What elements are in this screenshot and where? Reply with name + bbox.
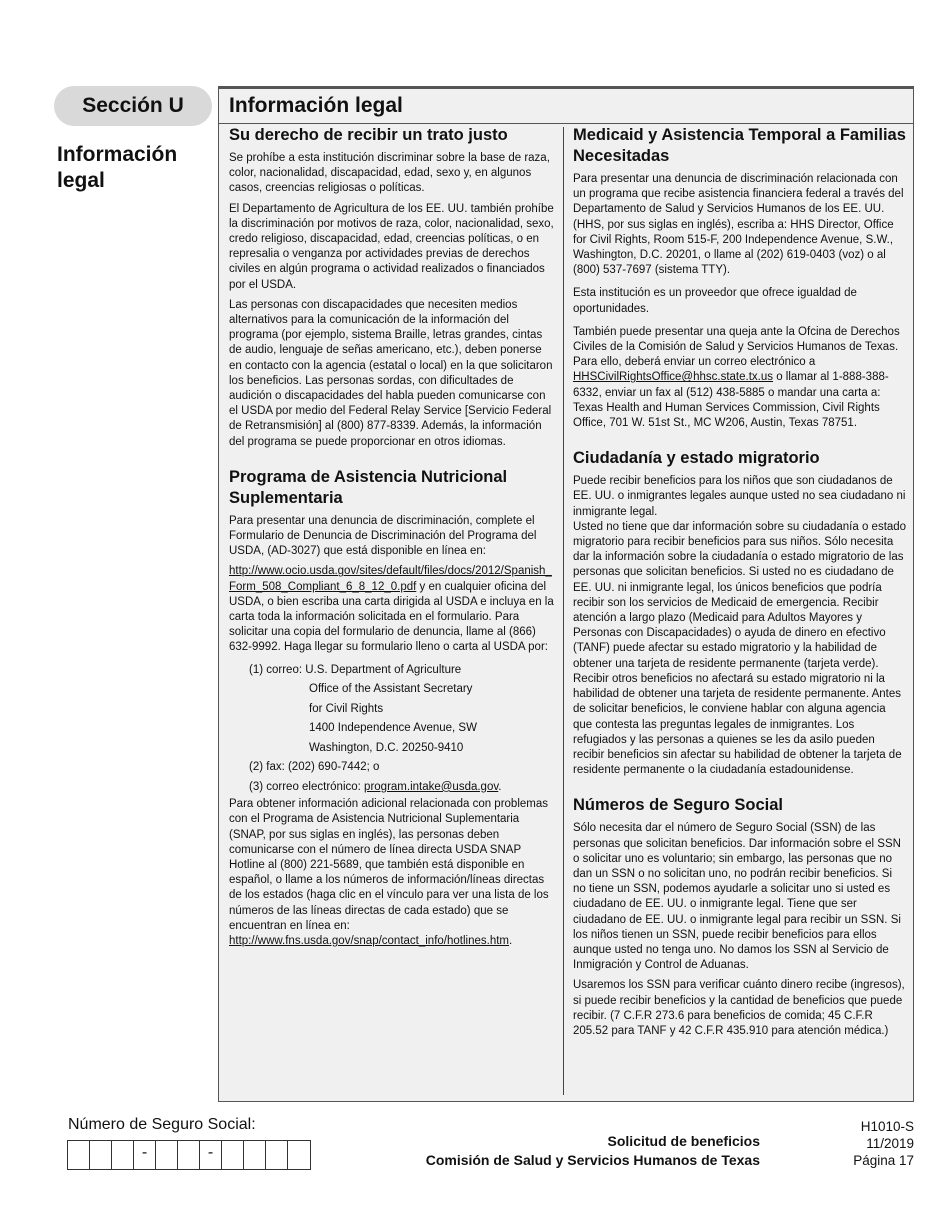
panel-title: Información legal [229,94,403,117]
paragraph-text: y en cualquier oficina del USDA, o bien escriba una carta dirigida al USDA e incluya en la carta toda la información solicitada en el formulario. Para solicitar una copia del formulario de denuncia, llame al (866) 632-9992. Haga llegar su formulario lleno o carta al USDA por: [229,580,554,654]
paragraph: Para presentar una denuncia de discriminación, complete el Formulario de Denuncia de Discriminación del Programa del USDA, (AD-3027) que está disponible en línea en: [229,514,537,558]
legal-info-panel [218,86,914,1102]
paragraph: Sólo necesita dar el número de Seguro Social (SSN) de las personas que solicitan beneficios. Dar información sobre el SSN o solicitar uno es voluntario; sin embargo, las personas que no dan un SSN o no solicitan uno, no podrán recibir beneficios. Si no tiene un SSN, podemos ayudarle a solicitar uno si usted es ciudadano de EE. UU. o inmigrante legal. Tiene que ser ciudadano de EE. UU. o inmigrante legal para recibir un SSN. Si los niños tienen un SSN, puede recibir beneficios para ellos aunque usted no tenga uno. No damos los SSN al Servicio de Inmigración y Control de Aduanas. [573,822,901,972]
paragraph: Usted no tiene que dar información sobre su ciudadanía o estado migratorio para recibir beneficios para sus niños. Sólo necesita dar la información sobre la ciudadanía o estado migratorio de las personas que solicitan beneficios. Si usted no es ciudadano de EE. UU. ni inmigrante legal, los únicos beneficios que podría recibir son los servicios de Medicaid de emergencia. Recibir atención a largo plazo (Medicaid para Adultos Mayores y Personas con Discapacidades) o ayuda de dinero en efectivo (TANF) puede afectar su estado migratorio y la habilidad de obtener una tarjeta de residente permanente (tarjeta verde). [573,520,907,670]
ssn-digit-box[interactable] [266,1141,288,1169]
usda-email-link[interactable]: program.intake@usda.gov [364,780,499,793]
column-divider [563,127,564,1095]
fair-treatment-heading: Su derecho de recibir un trato justo [229,126,508,144]
footer-title [426,1132,760,1170]
right-column [573,125,907,1044]
panel-header [219,89,913,124]
paragraph [229,564,554,655]
ssn-digit-box[interactable] [244,1141,266,1169]
address-line: for Civil Rights [309,702,384,715]
usda-form-link[interactable]: http://www.ocio.usda.gov/sites/default/files/docs/2012/Spanish_Form_508_Compliant_6_8_12_0.pdf [229,565,552,593]
ssn-separator: - [200,1141,222,1169]
footer-form-info [853,1118,914,1169]
paragraph: Puede recibir beneficios para los niños que son ciudadanos de EE. UU. o inmigrantes legales aunque usted no sea ciudadano ni inmigrante legal. [573,475,906,518]
footer-form-name: Solicitud de beneficios [607,1133,760,1149]
email-line: (3) correo electrónico: program.intake@usda.gov. [249,780,502,793]
section-title: Información legal [57,143,178,192]
ssn-digit-box[interactable] [112,1141,134,1169]
ssn-digit-box[interactable] [90,1141,112,1169]
ssn-separator: - [134,1141,156,1169]
ssn-digit-box[interactable] [178,1141,200,1169]
hotlines-link[interactable]: http://www.fns.usda.gov/snap/contact_info/hotlines.htm [229,935,509,948]
address-line: 1400 Independence Avenue, SW [309,722,477,735]
snap-heading: Programa de Asistencia Nutricional Suplementaria [229,467,508,507]
citizenship-heading: Ciudadanía y estado migratorio [573,449,820,468]
medicaid-heading: Medicaid y Asistencia Temporal a Familias Necesitadas [573,126,906,165]
paragraph: Usaremos los SSN para verificar cuánto dinero recibe (ingresos), si puede recibir beneficios y la cantidad de beneficios que puede recibir. (7 C.F.R 273.6 para beneficios de comida; 45 C.F.R 205.52 para TANF y 42 C.F.R 435.910 para atención médica.) [573,979,905,1037]
mailing-address [229,661,554,798]
paragraph: Para obtener información adicional relacionada con problemas con el Programa de Asistencia Nutricional Suplementaria (SNAP, por sus siglas en inglés), las personas deben comunicarse con el número de línea directa USDA SNAP Hotline al (800) 221-5689, que también está disponible en español, o llame a los números de información/líneas directas de los estados (haga clic en el vínculo para ver una lista de los números de las líneas directas de cada estado) que se encuentran en línea en: http://www.fns.usda.gov/snap/contact_info/hotlines.htm. [229,798,549,948]
form-id: H1010-S [860,1119,914,1134]
address-line: (1) correo: U.S. Department of Agriculture [249,663,462,676]
paragraph: También puede presentar una queja ante la Ofcina de Derechos Civiles de la Comisión de Salud y Servicios Humanos de Texas. Para ello, deberá enviar un correo electrónico a HHSCivilRightsOffice@hhsc.state.tx.us o llamar al 1-888-388-6332, enviar un fax al (512) 438-5885 o mandar una carta a: Texas Health and Human Services Commission, Civil Rights Office, 701 W. 51st St., MC W206, Austin, Texas 78751. [573,325,900,430]
ssn-input-boxes [67,1140,311,1170]
ssn-heading: Números de Seguro Social [573,796,783,815]
paragraph: Recibir otros beneficios no afectará su estado migratorio ni la habilidad de obtener una tarjeta de residente permanente. Antes de solicitar beneficios, le conviene hablar con alguna agencia que contesta las preguntas legales de inmigrantes. Los refugiados y las personas a quienes se les da asilo pueden recibir beneficios sin afectar su habilidad de obtener la tarjeta de residente permanente o la ciudadanía estadounidense. [573,672,902,777]
left-column [229,125,554,954]
form-date: 11/2019 [866,1136,914,1151]
ssn-digit-box[interactable] [68,1141,90,1169]
paragraph: El Departamento de Agricultura de los EE. UU. también prohíbe la discriminación por motivos de raza, color, nacionalidad, sexo, credo religioso, discapacidad, edad, creencias políticas, o en represalia o venganza por actividades previas de derechos civiles en algún programa o actividad realizados o financiados por el USDA. [229,202,554,291]
page-number: Página 17 [853,1153,914,1168]
address-line: Office of the Assistant Secretary [309,683,473,696]
paragraph: Esta institución es un proveedor que ofrece igualdad de oportunidades. [573,287,857,315]
section-label: Sección U [54,86,212,126]
ssn-digit-box[interactable] [288,1141,310,1169]
ssn-digit-box[interactable] [156,1141,178,1169]
hhsc-email-link[interactable]: HHSCivilRightsOffice@hhsc.state.tx.us [573,371,773,384]
footer-agency-name: Comisión de Salud y Servicios Humanos de Texas [425,1152,760,1168]
fax-line: (2) fax: (202) 690-7442; o [249,761,380,774]
ssn-label: Número de Seguro Social: [68,1116,256,1133]
paragraph: Las personas con discapacidades que necesiten medios alternativos para la comunicación de la información del programa (por ejemplo, sistema Braille, letras grandes, cintas de audio, lenguaje de señas americano, etc.), deben ponerse en contacto con la agencia (estatal o local) en la que solicitaron los beneficios. Las personas sordas, con dificultades de audición o discapacidades del habla pueden comunicarse con el USDA por medio del Federal Relay Service [Servicio Federal de Retransmisión] al (800) 877-8339. Además, la información del programa se puede proporcionar en otros idiomas. [229,298,553,448]
paragraph: Para presentar una denuncia de discriminación relacionada con un programa que recibe asistencia financiera federal a través del Departamento de Salud y Servicios Humanos de los EE. UU. (HHS, por sus siglas en inglés), escriba a: HHS Director, Office for Civil Rights, Room 515-F, 200 Independence Avenue, S.W., Washington, D.C. 20201, o llame al (202) 619-0403 (voz) o al (800) 537-7697 (sistema TTY). [573,173,904,277]
address-line: Washington, D.C. 20250-9410 [309,741,464,754]
ssn-digit-box[interactable] [222,1141,244,1169]
paragraph: Se prohíbe a esta institución discriminar sobre la base de raza, color, nacionalidad, discapacidad, edad, sexo y, en algunos casos, creencias religiosas o políticas. [229,152,550,195]
